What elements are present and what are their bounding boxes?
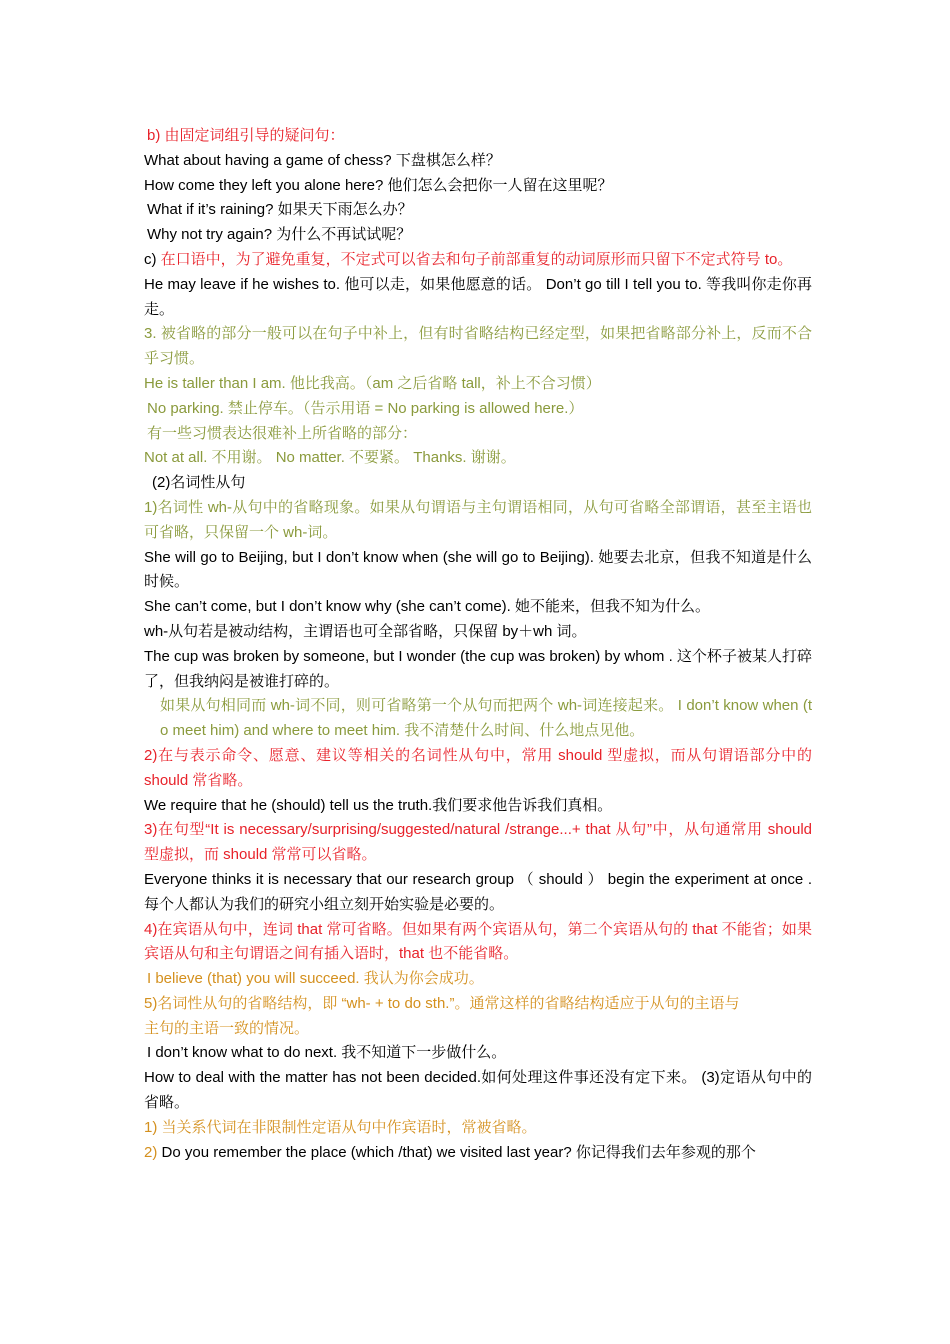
example-paragraph: How to deal with the matter has not been decided.如何处理这件事还没有定下来。 (3)定语从句中的省略。: [144, 1069, 812, 1112]
list-item-2: [144, 1141, 812, 1166]
example-line: She can’t come, but I don’t know why (she can’t come). 她不能来，但我不知为什么。: [144, 598, 711, 616]
example-line: Why not try again? 为什么不再试试呢？: [147, 226, 412, 244]
example-line: Not at all. 不用谢。 No matter. 不要紧。 Thanks. 谢谢。: [144, 449, 516, 467]
example-paragraph: He may leave if he wishes to. 他可以走，如果他愿意的话。 Don’t go till I tell you to. 等我叫你走你再走。: [144, 275, 812, 318]
rule-5-continuation: 主句的主语一致的情况。: [144, 1019, 310, 1037]
example-line: What about having a game of chess? 下盘棋怎么样？: [144, 151, 501, 169]
document-body: [144, 124, 812, 1165]
example-line: We require that he (should) tell us the truth.我们要求他告诉我们真相。: [144, 796, 613, 814]
rule-5-wh-to-do: 5)名词性从句的省略结构，即 “wh- + to do sth.”。通常这样的省略结构适应于从句的主语与: [144, 994, 740, 1012]
note-line: 有一些习惯表达很难补上所省略的部分：: [147, 424, 418, 442]
example-line: How come they left you alone here? 他们怎么会把你一人留在这里呢？: [144, 176, 613, 194]
example-line: What if it’s raining? 如果天下雨怎么办？: [147, 201, 413, 219]
example-line: I don’t know what to do next. 我不知道下一步做什么。: [147, 1044, 507, 1062]
line-text: Do you remember the place (which /that) we visited last year? 你记得我们去年参观的那个: [161, 1143, 756, 1161]
section-heading-noun-clauses: (2)名词性从句: [152, 474, 246, 492]
rule-1-wh-clause-ellipsis: 1)名词性 wh-从句中的省略现象。如果从句谓语与主句谓语相同，从句可省略全部谓语，甚至主语也可省略，只保留一个 wh-词。: [144, 498, 812, 541]
rule-4-that-omission: 4)在宾语从句中，连词 that 常可省略。但如果有两个宾语从句，第二个宾语从句的 that 不能省；如果宾语从句和主句谓语之间有插入语时，that 也不能省略。: [144, 920, 812, 963]
example-paragraph: Everyone thinks it is necessary that our research group （ should ） begin the experiment at once . 每个人都认为我们的研究小组立刻开始实验是必要的。: [144, 870, 812, 913]
line-marker: 2): [144, 1143, 162, 1161]
note-paragraph: 如果从句相同而 wh-词不同，则可省略第一个从句而把两个 wh-词连接起来。 I don’t know when (to meet him) and where to meet him. 我不清楚什么时间、什么地点见他。: [160, 697, 812, 740]
note-line: wh-从句若是被动结构，主谓语也可全部省略，只保留 by＋wh 词。: [144, 622, 587, 640]
example-paragraph: The cup was broken by someone, but I wonder (the cup was broken) by whom . 这个杯子被某人打碎了，但我纳闷是被谁打碎的。: [144, 647, 812, 690]
rule-3-fixed-ellipsis: 3. 被省略的部分一般可以在句子中补上，但有时省略结构已经定型，如果把省略部分补上，反而不合乎习惯。: [144, 325, 812, 368]
example-line: No parking. 禁止停车。（告示用语 = No parking is allowed here.）: [147, 399, 584, 417]
line-marker: c): [144, 250, 161, 268]
rule-3-it-is-necessary-pattern: 3)在句型“It is necessary/surprising/suggested/natural /strange...+ that 从句”中，从句通常用 should 型虚拟，而 should 常常可以省略。: [144, 821, 812, 864]
list-item-1: 1) 当关系代词在非限制性定语从句中作宾语时，常被省略。: [144, 1118, 537, 1136]
rule-2-should-subjunctive: 2)在与表示命令、愿意、建议等相关的名词性从句中，常用 should 型虚拟，而从句谓语部分中的 should 常省略。: [144, 746, 812, 789]
example-paragraph: She will go to Beijing, but I don’t know when (she will go to Beijing). 她要去北京，但我不知道是什么时候。: [144, 548, 812, 591]
line-text: 在口语中，为了避免重复，不定式可以省去和句子前部重复的动词原形而只留下不定式符号 to。: [160, 250, 793, 268]
heading-b-fixed-phrase-questions: b) 由固定词组引导的疑问句：: [147, 127, 345, 144]
rule-c-infinitive-to: [144, 248, 812, 273]
example-line: He is taller than I am. 他比我高。（am 之后省略 tall，补上不合习惯）: [144, 374, 601, 392]
example-line: I believe (that) you will succeed. 我认为你会成功。: [147, 970, 484, 988]
